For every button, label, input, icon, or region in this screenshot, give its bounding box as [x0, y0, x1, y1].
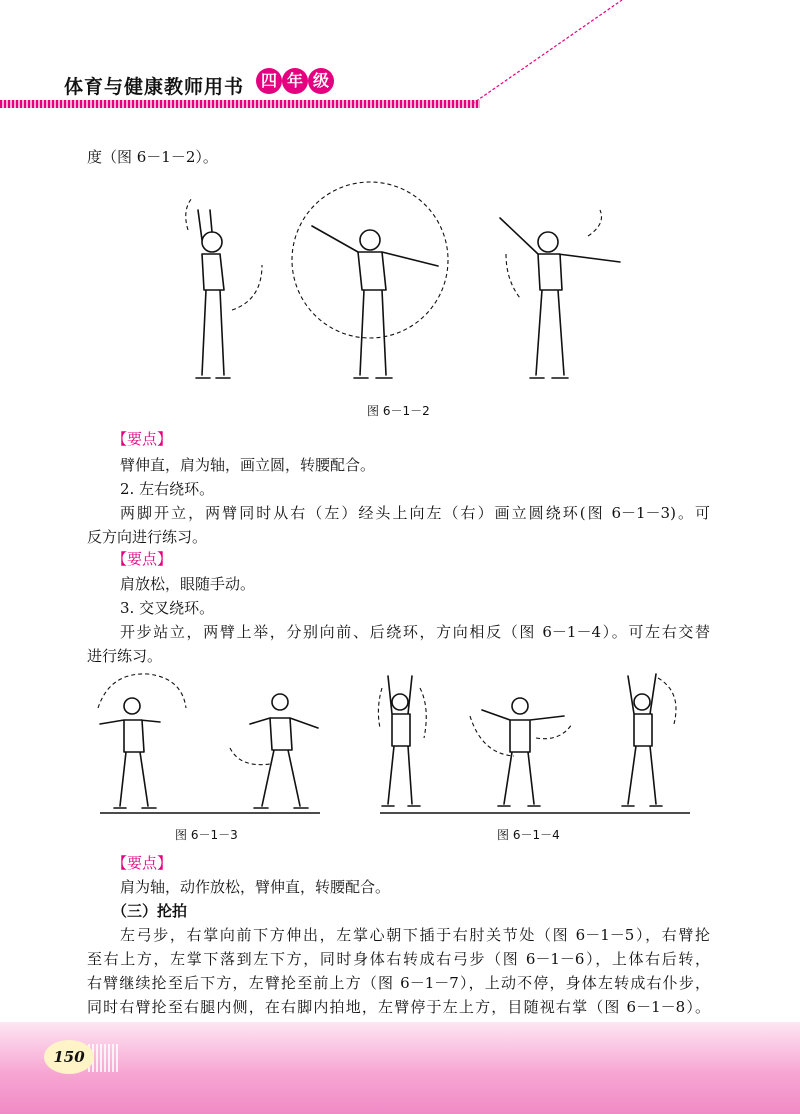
footer-band — [0, 1022, 800, 1114]
figures-6-1-3-and-6-1-4 — [90, 668, 710, 818]
figure-6-1-4-person-2 — [470, 698, 572, 806]
figure-6-1-3-person-2 — [230, 694, 318, 808]
header-diagonal-line — [0, 0, 800, 120]
figure-6-1-4-person-3 — [622, 674, 676, 806]
section-3-title: （三）抡拍 — [112, 902, 188, 920]
grade-badge-char-3: 级 — [308, 68, 334, 94]
section-3-line4: 同时右臂抡至右腿内侧，在右脚内拍地，左臂停于左上方，目随视右掌（图 6－1－8）。 — [87, 998, 710, 1016]
keypoint-text-3: 肩为轴，动作放松，臂伸直，转腰配合。 — [120, 878, 391, 896]
fig-6-1-4-caption: 图 6－1－4 — [497, 828, 560, 842]
item-2-line1: 两脚开立，两臂同时从右（左）经头上向左（右）画立圆绕环(图 6－1－3)。可 — [120, 504, 710, 522]
keypoint-label-2: 【要点】 — [112, 550, 173, 568]
keypoint-label-3: 【要点】 — [112, 854, 173, 872]
section-3-line2: 至右上方，左掌下落到左下方，同时身体右转成右弓步（图 6－1－6），上体右后转， — [87, 950, 710, 968]
header-title: 体育与健康教师用书 — [64, 76, 245, 98]
figure-person-3 — [500, 210, 620, 378]
figure-6-1-2 — [150, 170, 650, 395]
section-3-line3: 右臂继续抡至后下方，左臂抡至前上方（图 6－1－7），上动不停，身体左转成右仆步， — [87, 974, 710, 992]
keypoint-text-2: 肩放松，眼随手动。 — [120, 575, 256, 593]
item-3-line1: 开步站立，两臂上举，分别向前、后绕环，方向相反（图 6－1－4）。可左右交替 — [120, 623, 710, 641]
intro-line: 度（图 6－1－2）。 — [87, 148, 218, 166]
figure-6-1-4-person-1 — [378, 676, 426, 806]
page-number: 150 — [44, 1040, 94, 1074]
figure-person-2 — [292, 182, 448, 378]
fig-6-1-2-caption: 图 6－1－2 — [367, 404, 430, 418]
figure-person-1 — [186, 198, 262, 378]
fig-6-1-3-caption: 图 6－1－3 — [175, 828, 238, 842]
section-3-line1: 左弓步，右掌向前下方伸出，左掌心朝下插于右肘关节处（图 6－1－5），右臂抡 — [120, 926, 710, 944]
item-2-title: 2. 左右绕环。 — [120, 480, 215, 498]
item-3-title: 3. 交叉绕环。 — [120, 599, 215, 617]
keypoint-label-1: 【要点】 — [112, 430, 173, 448]
grade-badge-char-1: 四 — [256, 68, 282, 94]
figure-6-1-3-person-1 — [98, 674, 186, 808]
keypoint-text-1: 臂伸直，肩为轴，画立圆，转腰配合。 — [120, 456, 376, 474]
grade-badge-char-2: 年 — [282, 68, 308, 94]
item-3-line2: 进行练习。 — [87, 647, 163, 665]
item-2-line2: 反方向进行练习。 — [87, 528, 208, 546]
